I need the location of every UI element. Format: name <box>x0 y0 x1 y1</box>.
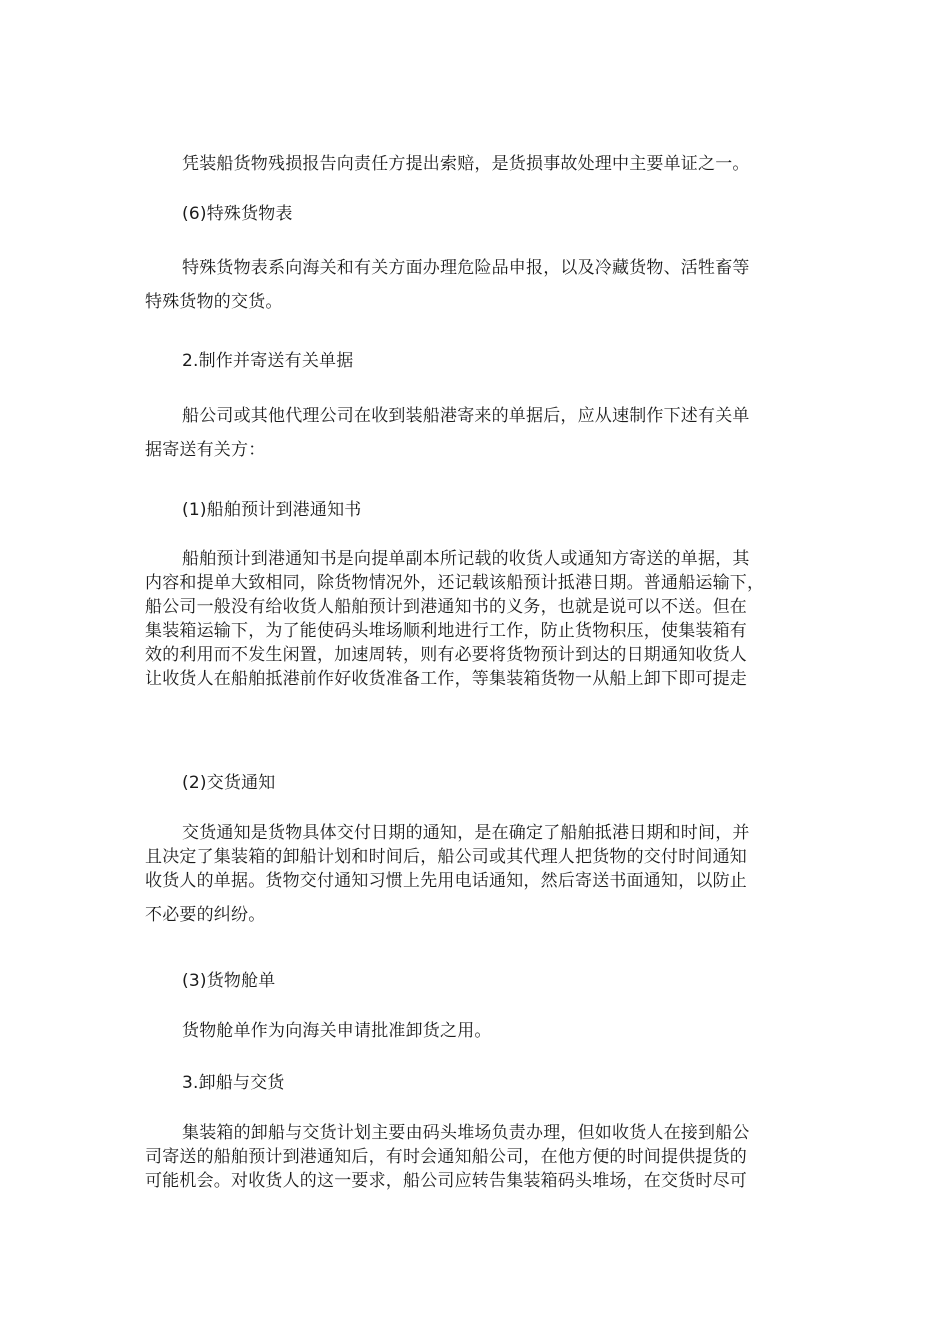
heading-text: 卸船与交货 <box>198 1073 285 1093</box>
text-line: 船公司一般没有给收货人船舶预计到港通知书的义务，也就是说可以不送。但在 <box>145 597 747 617</box>
paragraph-delivery-notice <box>145 821 809 927</box>
paragraph-unloading-delivery <box>145 1121 809 1193</box>
text-line: 收货人的单据。货物交付通知习惯上先用电话通知，然后寄送书面通知，以防止 <box>145 871 747 891</box>
heading-number: (6) <box>182 204 207 224</box>
text-line: 集装箱的卸船与交货计划主要由码头堆场负责办理，但如收货人在接到船公 <box>182 1123 750 1143</box>
paragraph-damage-report <box>145 152 809 176</box>
heading-number: 3. <box>182 1073 199 1093</box>
heading-prepare-documents <box>145 349 809 373</box>
paragraph-prepare-documents <box>145 399 809 467</box>
text-line: 据寄送有关方： <box>145 440 266 460</box>
text-line: 让收货人在船舶抵港前作好收货准备工作，等集装箱货物一从船上卸下即可提走 <box>145 669 747 689</box>
heading-text: 制作并寄送有关单据 <box>198 351 354 371</box>
heading-special-cargo-list <box>145 202 809 226</box>
text-line: 凭装船货物残损报告向责任方提出索赔，是货损事故处理中主要单证之一。 <box>182 154 750 174</box>
text-line: 可能机会。对收货人的这一要求，船公司应转告集装箱码头堆场，在交货时尽可 <box>145 1171 747 1191</box>
text-line: 效的利用而不发生闲置，加速周转，则有必要将货物预计到达的日期通知收货人 <box>145 645 747 665</box>
heading-number: (3) <box>182 971 207 991</box>
heading-text: 货物舱单 <box>206 971 276 991</box>
text-line: 司寄送的船舶预计到港通知后，有时会通知船公司，在他方便的时间提供提货的 <box>145 1147 747 1167</box>
heading-number: 2. <box>182 351 199 371</box>
text-line: 内容和提单大致相同，除货物情况外，还记载该船预计抵港日期。普通船运输下， <box>145 573 765 593</box>
text-line: 不必要的纠纷。 <box>145 905 266 925</box>
heading-unloading-delivery <box>145 1071 809 1095</box>
paragraph-special-cargo-list <box>145 251 809 319</box>
heading-cargo-manifest <box>145 969 809 993</box>
text-line: 特殊货物表系向海关和有关方面办理危险品申报，以及冷藏货物、活牲畜等 <box>182 258 750 278</box>
heading-number: (1) <box>182 500 207 520</box>
text-line: 货物舱单作为向海关申请批准卸货之用。 <box>182 1021 492 1041</box>
paragraph-arrival-notice <box>145 547 809 691</box>
text-line: 船公司或其他代理公司在收到装船港寄来的单据后，应从速制作下述有关单 <box>182 406 750 426</box>
heading-arrival-notice <box>145 498 809 522</box>
text-line: 且决定了集装箱的卸船计划和时间后，船公司或其代理人把货物的交付时间通知 <box>145 847 747 867</box>
text-line: 交货通知是货物具体交付日期的通知，是在确定了船舶抵港日期和时间，并 <box>182 823 750 843</box>
heading-delivery-notice <box>145 771 809 795</box>
heading-text: 船舶预计到港通知书 <box>206 500 362 520</box>
text-line: 集装箱运输下，为了能使码头堆场顺利地进行工作，防止货物积压，使集装箱有 <box>145 621 747 641</box>
heading-number: (2) <box>182 773 207 793</box>
text-line: 船舶预计到港通知书是向提单副本所记载的收货人或通知方寄送的单据，其 <box>182 549 750 569</box>
heading-text: 特殊货物表 <box>206 204 293 224</box>
heading-text: 交货通知 <box>206 773 276 793</box>
paragraph-cargo-manifest <box>145 1019 809 1043</box>
text-line: 特殊货物的交货。 <box>145 292 283 312</box>
